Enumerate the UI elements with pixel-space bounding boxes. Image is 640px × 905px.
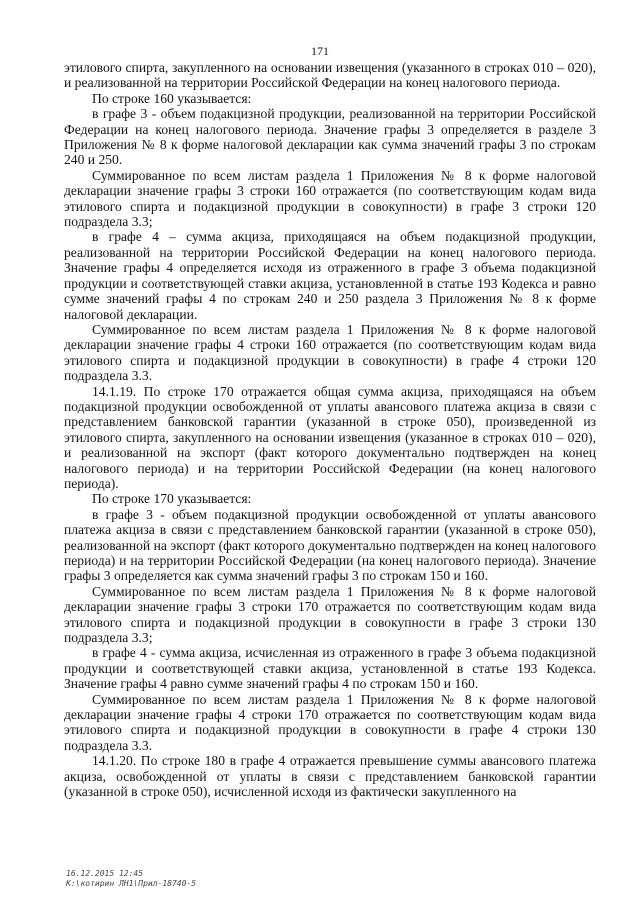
paragraph: По строке 160 указывается: <box>92 90 252 106</box>
footer-stamp <box>66 869 196 888</box>
paragraph: 14.1.20. По строке 180 в графе 4 отражается превышение суммы авансового платежа акциза, освобожденной от уплаты в связи с представлением банковской гарантии (указанной в строке 050), исчисленной исходя из фактически закупленного на <box>64 753 596 800</box>
paragraph: Суммированное по всем листам раздела 1 Приложения № 8 к форме налоговой декларации значение графы 4 строки 160 отражается (по соответствующим кодам вида этилового спирта и подакцизной продукции в совокупности) в графе 4 строки 120 подраздела 3.3. <box>64 321 596 384</box>
paragraph: Суммированное по всем листам раздела 1 Приложения № 8 к форме налоговой декларации значение графы 3 строки 160 отражается (по соответствующим кодам вида этилового спирта и подакцизной продукции в совокупности) в графе 3 строки 120 подраздела 3.3; <box>64 167 596 230</box>
footer-reference: К:\котирин ЛН1\Прил-18740-5 <box>66 878 197 888</box>
paragraph: в графе 4 - сумма акциза, исчисленная из отраженного в графе 3 объема подакцизной продукции и соответствующей ставки акциза, установленной в статье 193 Кодекса. Значение графы 4 равно сумме значений графы 4 по строкам 150 и 160. <box>64 645 596 692</box>
paragraph: 14.1.19. По строке 170 отражается общая сумма акциза, приходящаяся на объем подакцизной продукции освобожденной от уплаты авансового платежа акциза в связи с представлением банковской гарантии (указанной в строке 050), произведенной из этилового спирта, закупленного на основании извещения (указанное в строках 010 – 020), и реализованной на экспорт (факт которого документально подтвержден на конец налогового периода) и на территории Российской Федерации (на конец налогового периода). <box>64 383 596 491</box>
paragraph: в графе 3 - объем подакцизной продукции освобожденной от уплаты авансового платежа акциза в связи с представлением банковской гарантии (указанной в строке 050), реализованной на экспорт (факт которого документально подтвержден на конец налогового периода) и на территории Российской Федерации (на конец налогового периода). Значение графы 3 определяется как сумма значений графы 3 по строкам 150 и 160. <box>64 506 596 584</box>
paragraph: этилового спирта, закупленного на основании извещения (указанного в строках 010 – 020), и реализованной на территории Российской Федерации на конец налогового периода. <box>64 60 596 91</box>
paragraph: в графе 4 – сумма акциза, приходящаяся на объем подакцизной продукции, реализованной на территории Российской Федерации на конец налогового периода. Значение графы 4 определяется исходя из отраженного в графе 3 объема подакцизной продукции и соответствующей ставки акциза, установленной в статье 193 Кодекса и равно сумме значений графы 4 по строкам 240 и 250 раздела 3 Приложения № 8 к форме налоговой декларации. <box>64 229 596 322</box>
paragraph: в графе 3 - объем подакцизной продукции, реализованной на территории Российской Федерации на конец налогового периода. Значение графы 3 определяется в разделе 3 Приложения № 8 к форме налоговой декларации как сумма значений графы 3 по строкам 240 и 250. <box>64 106 596 168</box>
footer-timestamp: 16.12.2015 12:45 <box>66 869 144 878</box>
document-body <box>64 60 596 800</box>
paragraph: Суммированное по всем листам раздела 1 Приложения № 8 к форме налоговой декларации значение графы 3 строки 170 отражается по соответствующим кодам вида этилового спирта и подакцизной продукции в совокупности в графе 3 строки 130 подраздела 3.3; <box>64 583 596 646</box>
page-number: 171 <box>311 44 329 58</box>
paragraph: Суммированное по всем листам раздела 1 Приложения № 8 к форме налоговой декларации значение графы 4 строки 170 отражается по соответствующим кодам вида этилового спирта и подакцизной продукции в совокупности в графе 4 строки 130 подраздела 3.3. <box>64 691 596 753</box>
paragraph: По строке 170 указывается: <box>92 491 252 507</box>
